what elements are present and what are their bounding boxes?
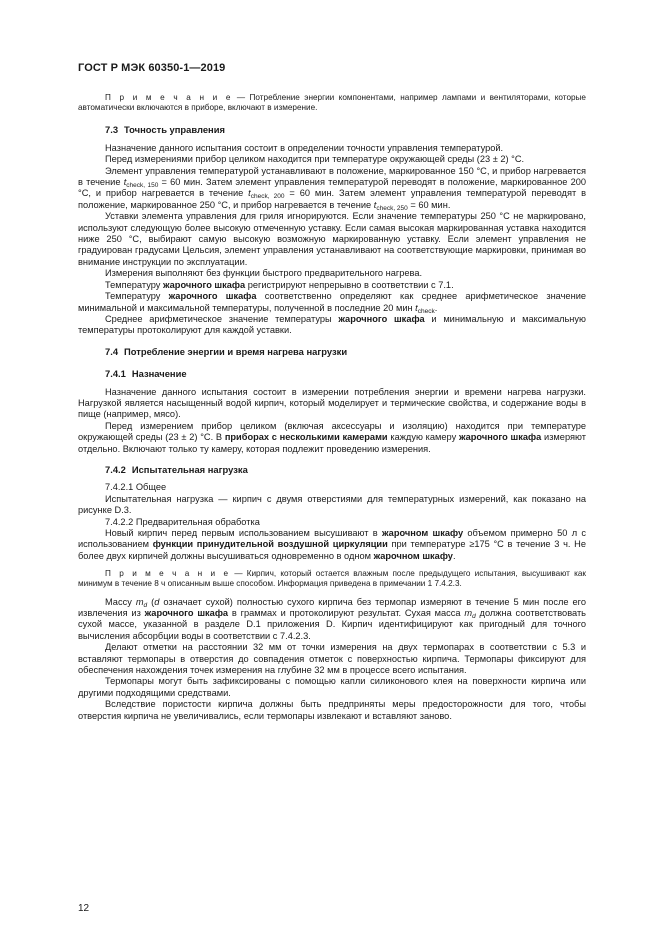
s73-p6: Температуру жарочного шкафа регистрируют непрерывно в соответствии с 7.1. <box>105 279 454 290</box>
section-7-4-2-heading <box>78 464 586 475</box>
s73-p5: Измерения выполняют без функции быстрого предварительного нагрева. <box>105 268 423 279</box>
section-7-4-2-title: Испытательная нагрузка <box>131 463 248 475</box>
section-7-4-number: 7.4 <box>105 345 119 357</box>
tail-p4: Вследствие пористости кирпича должны быть предприняты меры предосторожности для того, чтобы отверстия кирпича не увеличивались, если термопары извлекают и вставляют заново. <box>78 699 586 721</box>
note-1-text: — Потребление энергии компонентами, например лампами и вентиляторами, которые автоматически включаются в приборе, включают в измерение. <box>78 93 586 113</box>
page-number: 12 <box>78 903 90 914</box>
s741-p1: Назначение данного испытания состоит в измерении потребления энергии и времени нагрева нагрузки. Нагрузкой является насыщенный водой кирпич, который моделирует и термические свойства, и содержание воды в пище (например, мясо). <box>78 386 586 420</box>
s73-p7: Температуру жарочного шкафа соответственно определяют как среднее арифметическое значение минимальной и максимальной температуры, полученной в последние 20 мин $t_{check}$. <box>78 291 586 315</box>
s741-p2: Перед измерением прибор целиком (включая аксессуары и изоляцию) находится при температуре окружающей среды (23 ± 2) °C. В приборах с несколькими камерами каждую камеру жарочного шкафа измеряют отдельно. Включают только ту камеру, которая подлежит проведению измерения. <box>78 420 586 454</box>
document-body <box>78 93 586 722</box>
section-7-3-number: 7.3 <box>105 124 119 136</box>
note-1 <box>78 93 586 113</box>
s7422-heading: 7.4.2.2 Предварительная обработка <box>105 516 260 527</box>
s7422-p: Новый кирпич перед первым использованием высушивают в жарочном шкафу объемом примерно 50 л с использованием функции принудительной воздушной циркуляции при температуре ≥175 °C в течение 3 ч. Не более двух кирпичей должны высушиваться одновременно в одном жарочном шкафу. <box>78 528 587 561</box>
note-2-text: — Кирпич, который остается влажным после предыдущего испытания, высушивают как минимум в течение 8 ч описанным выше способом. Информация приведена в примечании 1 7.4.2.3. <box>78 569 586 589</box>
section-7-4-1-number: 7.4.1 <box>105 368 126 380</box>
section-7-3-heading <box>78 124 586 135</box>
tail-p1: Массу $m_d$ (d означает сухой) полностью сухого кирпича без термопар измеряют в течение 5 мин после его извлечения из жарочного шкафа в граммах и протоколируют результат. Сухая масса $m_d$ должна соответствовать сухой массе, указанной в разделе D.1 приложения D. Кирпич идентифицируют как пригодный для точного вычисления абсорбции воды в соответствии с 7.4.2.3. <box>78 596 587 641</box>
section-7-4-2-number: 7.4.2 <box>105 463 126 475</box>
s73-p4: Уставки элемента управления для гриля игнорируются. Если значение температуры 250 °C не маркировано, используют следующую более высокую отмеченную уставку. Если самая высокая маркированная уставка находится ниже 250 °C, выбирают самую высокую возможную маркированную уставку. Если элемент управления не градуирован градусами Цельсия, элемент управления устанавливают на соответствующие маркировки, принимая во внимание инструкции по эксплуатации. <box>78 211 586 267</box>
note-2-label: П р и м е ч а н и е <box>105 569 231 579</box>
s7421-p: Испытательная нагрузка — кирпич с двумя отверстиями для температурных измерений, как показано на рисунке D.3. <box>78 493 586 516</box>
s73-p3: Элемент управления температурой устанавливают в положение, маркированное 150 °C, и прибор нагревается в течение $t_{check, 150} = 60$ мин. Затем элемент управления температурой переводят в положение, маркированное 200 °C, и прибор нагревается в течение $t_{check, 200} = 60$ мин. Затем элемент управления температурой переводят в положение, маркированное 250 °C, и прибор нагревается в течение $t_{check, 250} = 60$ мин. <box>78 165 587 212</box>
section-7-3-title: Точность управления <box>124 124 225 136</box>
standard-header: ГОСТ Р МЭК 60350-1—2019 <box>78 62 226 74</box>
s73-p1: Назначение данного испытания состоит в определении точности управления температурой. <box>105 142 504 153</box>
s7421-heading: 7.4.2.1 Общее <box>105 482 167 493</box>
s73-p8: Среднее арифметическое значение температуры жарочного шкафа и минимальную и максимальную температуры протоколируют для каждой уставки. <box>78 313 586 336</box>
section-7-4-title: Потребление энергии и время нагрева нагрузки <box>124 345 348 357</box>
section-7-4-1-heading <box>78 368 586 379</box>
note-1-label: П р и м е ч а н и е <box>105 93 233 102</box>
note-2 <box>78 569 586 589</box>
s73-p2: Перед измерениями прибор целиком находится при температуре окружающей среды (23 ± 2) °C. <box>105 154 525 165</box>
tail-p3: Термопары могут быть зафиксированы с помощью капли силиконового клея на поверхности кирпича или другими подходящими средствами. <box>78 676 586 698</box>
section-7-4-1-title: Назначение <box>131 368 187 380</box>
tail-p2: Делают отметки на расстоянии 32 мм от точки измерения на двух термопарах в соответствии с 5.3 и вставляют термопары в отверстия до совпадения отметок с поверхностью кирпича. Термопары фиксируют для обеспечения нахождения точек измерения на глубине 32 мм в процессе всего испытания. <box>78 642 586 676</box>
section-7-4-heading <box>78 346 586 357</box>
